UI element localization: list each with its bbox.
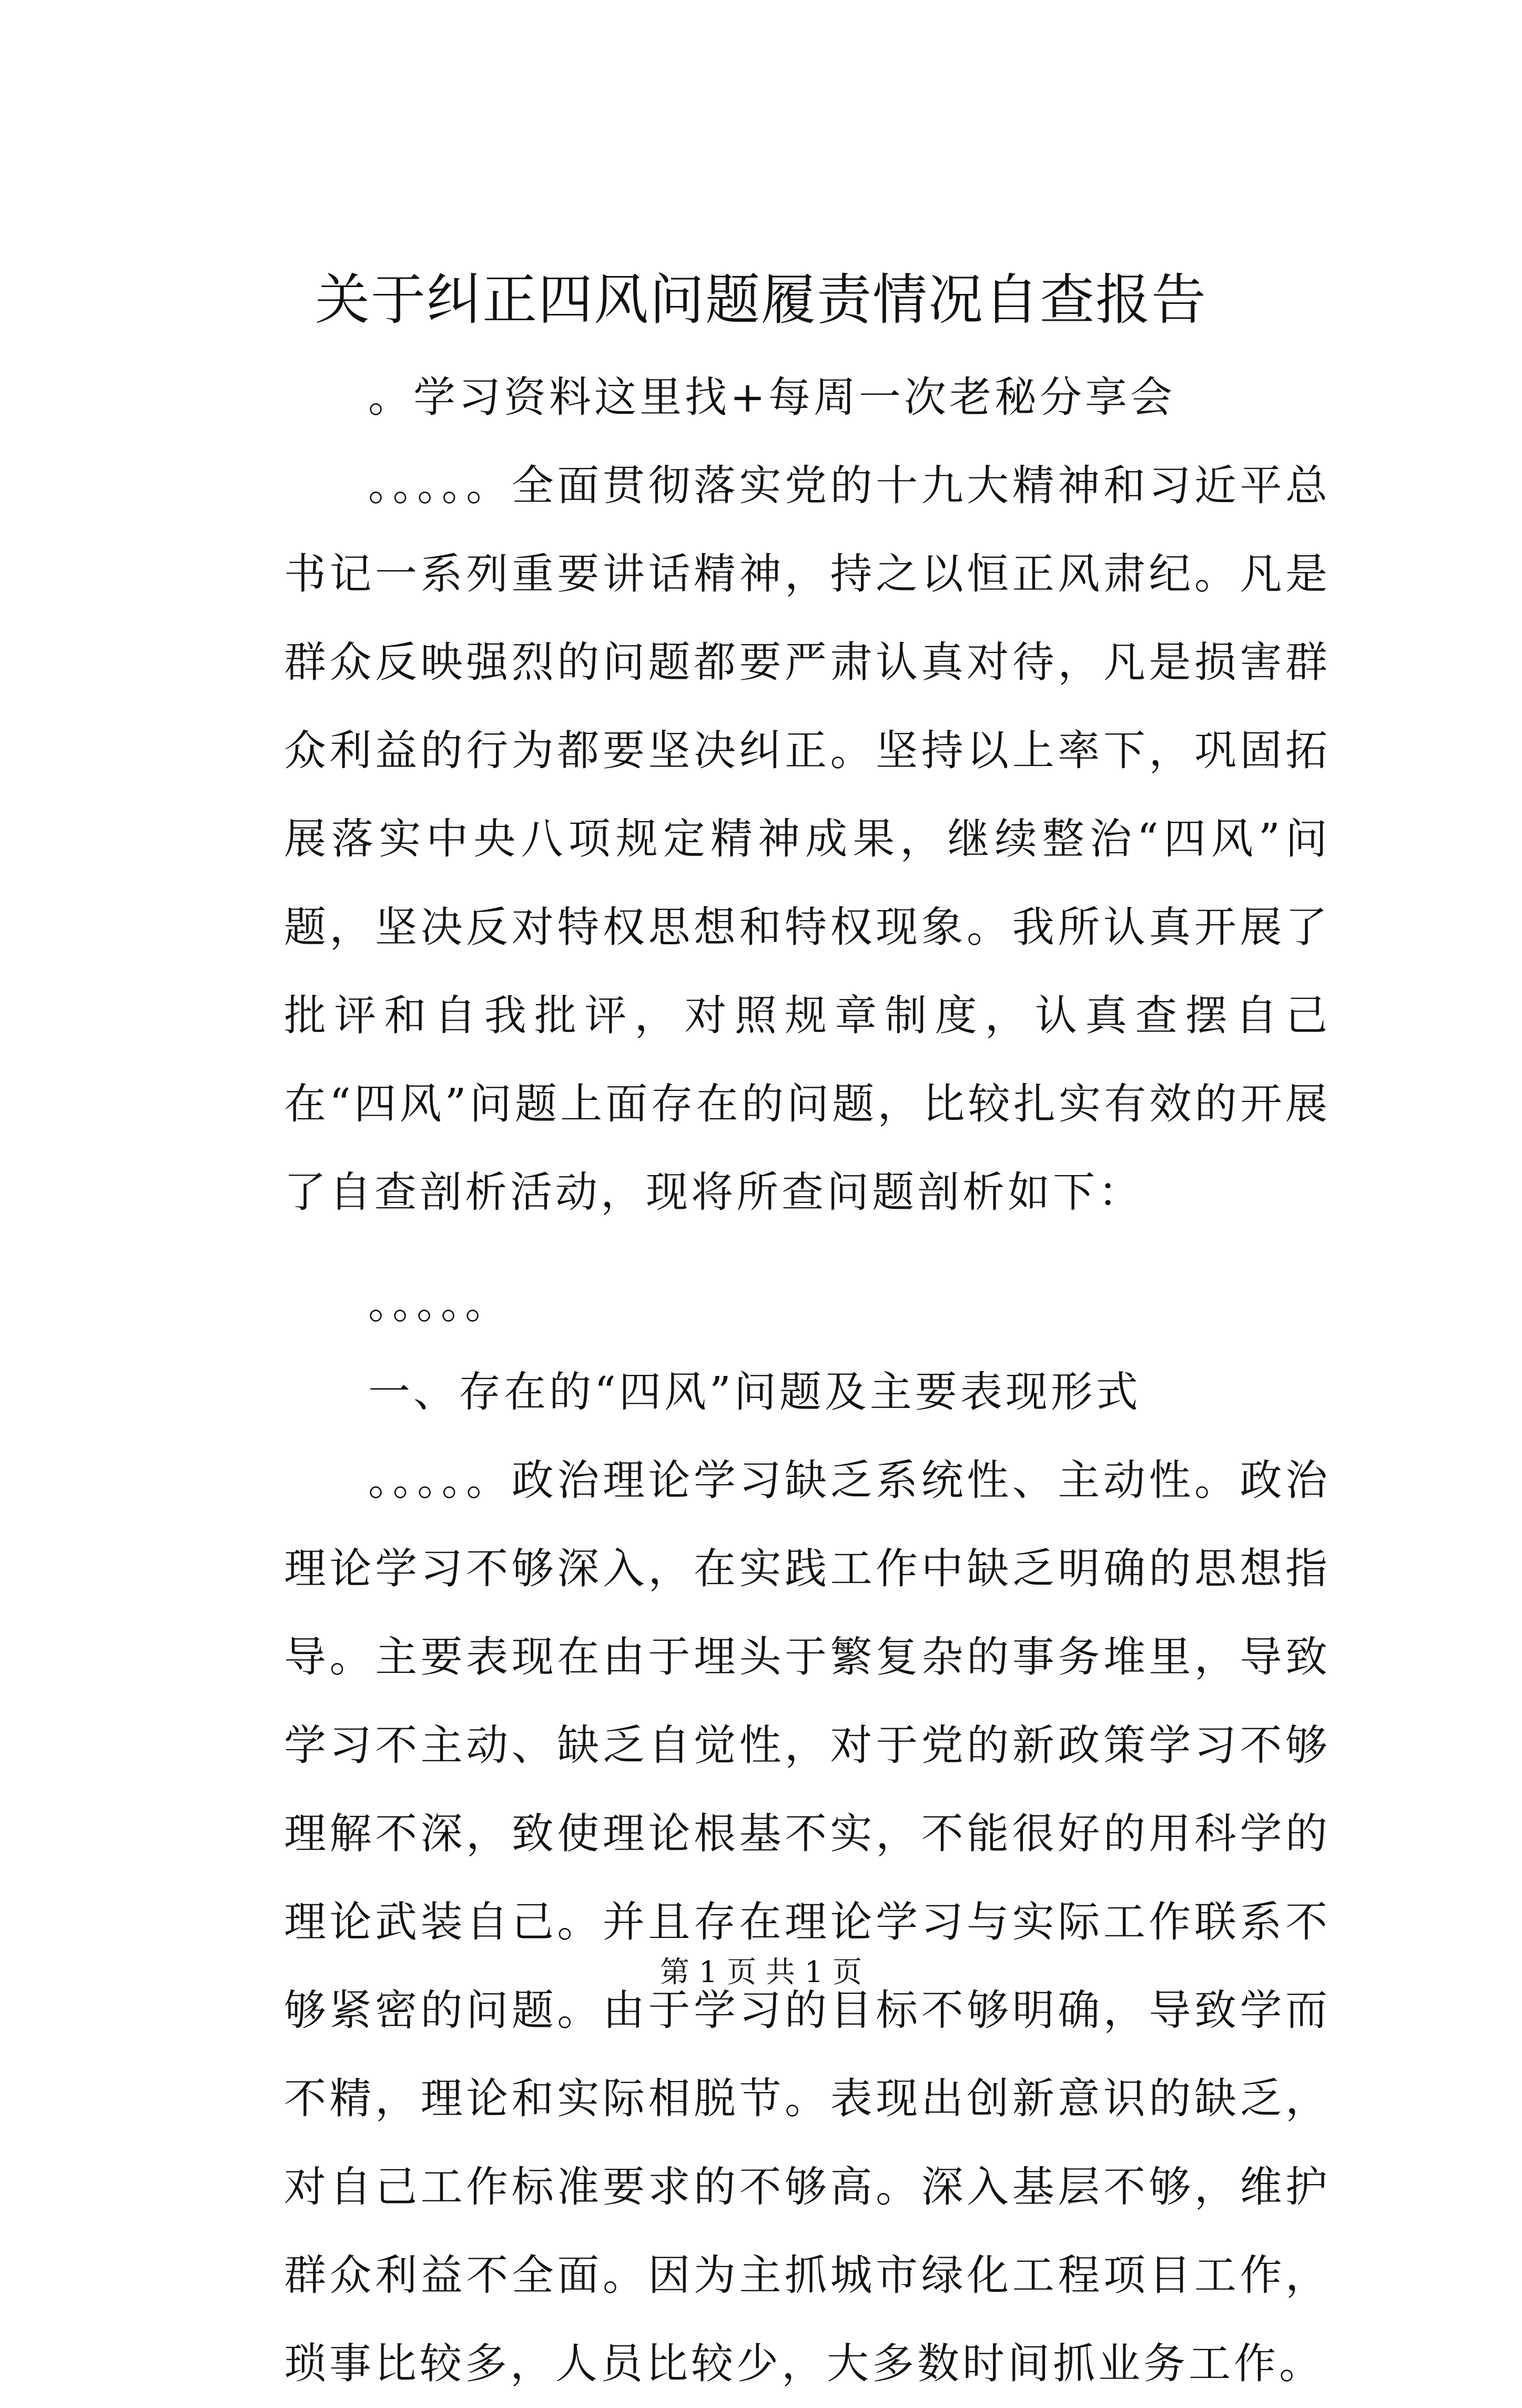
document-title: 关于纠正四风问题履责情况自查报告: [314, 268, 1207, 332]
paragraph-opening: 。。。。。全面贯彻落实党的十九大精神和习近平总书记一系列重要讲话精神，持之以恒正风肃纪。凡是群众反映强烈的问题都要严肃认真对待，凡是损害群众利益的行为都要坚决纠正。坚持以上率下，巩固拓展落实中央八项规定精神成果，继续整治“四风”问题，坚决反对特权思想和特权现象。我所认真开展了批评和自我批评，对照规章制度，认真查摆自己在“四风”问题上面存在的问题，比较扎实有效的开展了自查剖析活动，现将所查问题剖析如下：: [284, 461, 1331, 1217]
section-heading: 一、存在的“四风”问题及主要表现形式: [368, 1368, 1141, 1416]
intro-line: 。学习资料这里找+每周一次老秘分享会: [368, 373, 1176, 422]
paragraph-problems: 。。。。。政治理论学习缺乏系统性、主动性。政治理论学习不够深入，在实践工作中缺乏明确的思想指导。主要表现在由于埋头于繁复杂的事务堆里，导致学习不主动、缺乏自觉性，对于党的新政策学习不够理解不深，致使理论根基不实，不能很好的用科学的理论武装自己。并且存在理论学习与实际工作联系不够紧密的问题。由于学习的目标不够明确，导致学而不精，理论和实际相脱节。表现出创新意识的缺乏，对自己工作标准要求的不够高。深入基层不够，维护群众利益不全面。因为主抓城市绿化工程项目工作，琐事比较多，人员比较少，大多数时间抓业务工作。: [284, 1456, 1331, 2388]
document-body: [284, 353, 1331, 2408]
paragraph-separator: 。。。。。: [368, 1279, 510, 1328]
page-number-footer: 第 1 页 共 1 页: [659, 1955, 863, 1989]
